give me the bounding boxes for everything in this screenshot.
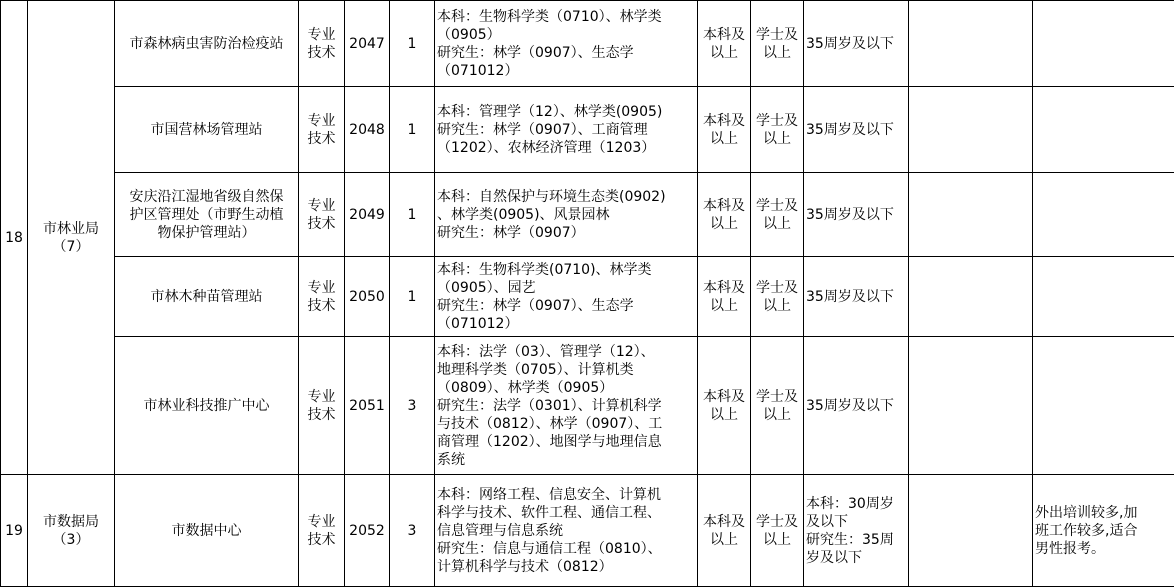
degree-cell: 学士及 以上 <box>751 257 804 337</box>
note-cell: 外出培训较多,加 班工作较多,适合 男性报考。 <box>1033 475 1174 587</box>
count-cell: 1 <box>390 87 435 173</box>
age-cell: 35周岁及以下 <box>804 257 909 337</box>
type-cell: 专业 技术 <box>299 173 345 257</box>
count-cell: 1 <box>390 173 435 257</box>
code-cell: 2051 <box>345 337 390 475</box>
code-cell: 2049 <box>345 173 390 257</box>
count-cell: 3 <box>390 337 435 475</box>
age-cell: 35周岁及以下 <box>804 337 909 475</box>
table-row <box>1 257 1174 337</box>
unit-cell: 市森林病虫害防治检疫站 <box>115 1 299 87</box>
code-cell: 2047 <box>345 1 390 87</box>
note-cell <box>1033 1 1174 87</box>
degree-cell: 学士及 以上 <box>751 337 804 475</box>
major-cell: 本科：管理学（12）、林学类(0905) 研究生：林学（0907）、工商管理 （1202）、农林经济管理（1203） <box>435 87 698 173</box>
count-cell: 1 <box>390 257 435 337</box>
other-cell <box>909 475 1033 587</box>
count-cell: 1 <box>390 1 435 87</box>
note-cell <box>1033 87 1174 173</box>
unit-cell: 市国营林场管理站 <box>115 87 299 173</box>
unit-cell: 安庆沿江湿地省级自然保 护区管理处（市野生动植 物保护管理站） <box>115 173 299 257</box>
degree-cell: 学士及 以上 <box>751 173 804 257</box>
unit-cell: 市林木种苗管理站 <box>115 257 299 337</box>
edu-cell: 本科及 以上 <box>698 87 751 173</box>
age-cell: 本科：30周岁 及以下 研究生：35周 岁及以下 <box>804 475 909 587</box>
code-cell: 2052 <box>345 475 390 587</box>
seq-cell: 18 <box>1 1 28 475</box>
age-cell: 35周岁及以下 <box>804 173 909 257</box>
table-row <box>1 87 1174 173</box>
seq-cell: 19 <box>1 475 28 587</box>
major-cell: 本科：法学（03）、管理学（12）、 地理科学类（0705）、计算机类 （0809）、林学类（0905） 研究生：法学（0301）、计算机科学 与技术（0812）、林学（0907）、工 商管理（1202）、地图学与地理信息 系统 <box>435 337 698 475</box>
code-cell: 2050 <box>345 257 390 337</box>
other-cell <box>909 173 1033 257</box>
major-cell: 本科：生物科学类（0710）、林学类 （0905） 研究生：林学（0907）、生态学 （071012） <box>435 1 698 87</box>
note-cell <box>1033 257 1174 337</box>
table-row <box>1 475 1174 587</box>
count-cell: 3 <box>390 475 435 587</box>
table-row <box>1 1 1174 87</box>
other-cell <box>909 337 1033 475</box>
type-cell: 专业 技术 <box>299 475 345 587</box>
type-cell: 专业 技术 <box>299 257 345 337</box>
edu-cell: 本科及 以上 <box>698 475 751 587</box>
major-cell: 本科：生物科学类(0710)、林学类 （0905）、园艺 研究生：林学（0907）、生态学 （071012） <box>435 257 698 337</box>
edu-cell: 本科及 以上 <box>698 337 751 475</box>
major-cell: 本科：网络工程、信息安全、计算机 科学与技术、软件工程、通信工程、 信息管理与信息系统 研究生：信息与通信工程（0810）、 计算机科学与技术（0812） <box>435 475 698 587</box>
edu-cell: 本科及 以上 <box>698 173 751 257</box>
table-row <box>1 337 1174 475</box>
type-cell: 专业 技术 <box>299 87 345 173</box>
degree-cell: 学士及 以上 <box>751 87 804 173</box>
note-cell <box>1033 337 1174 475</box>
edu-cell: 本科及 以上 <box>698 257 751 337</box>
other-cell <box>909 257 1033 337</box>
note-cell <box>1033 173 1174 257</box>
dept-cell: 市林业局 （7） <box>28 1 115 475</box>
table-row <box>1 173 1174 257</box>
other-cell <box>909 87 1033 173</box>
type-cell: 专业 技术 <box>299 337 345 475</box>
type-cell: 专业 技术 <box>299 1 345 87</box>
other-cell <box>909 1 1033 87</box>
edu-cell: 本科及 以上 <box>698 1 751 87</box>
code-cell: 2048 <box>345 87 390 173</box>
age-cell: 35周岁及以下 <box>804 87 909 173</box>
major-cell: 本科：自然保护与环境生态类(0902) 、林学类(0905)、风景园林 研究生：林学（0907） <box>435 173 698 257</box>
degree-cell: 学士及 以上 <box>751 475 804 587</box>
unit-cell: 市数据中心 <box>115 475 299 587</box>
degree-cell: 学士及 以上 <box>751 1 804 87</box>
unit-cell: 市林业科技推广中心 <box>115 337 299 475</box>
age-cell: 35周岁及以下 <box>804 1 909 87</box>
dept-cell: 市数据局 （3） <box>28 475 115 587</box>
